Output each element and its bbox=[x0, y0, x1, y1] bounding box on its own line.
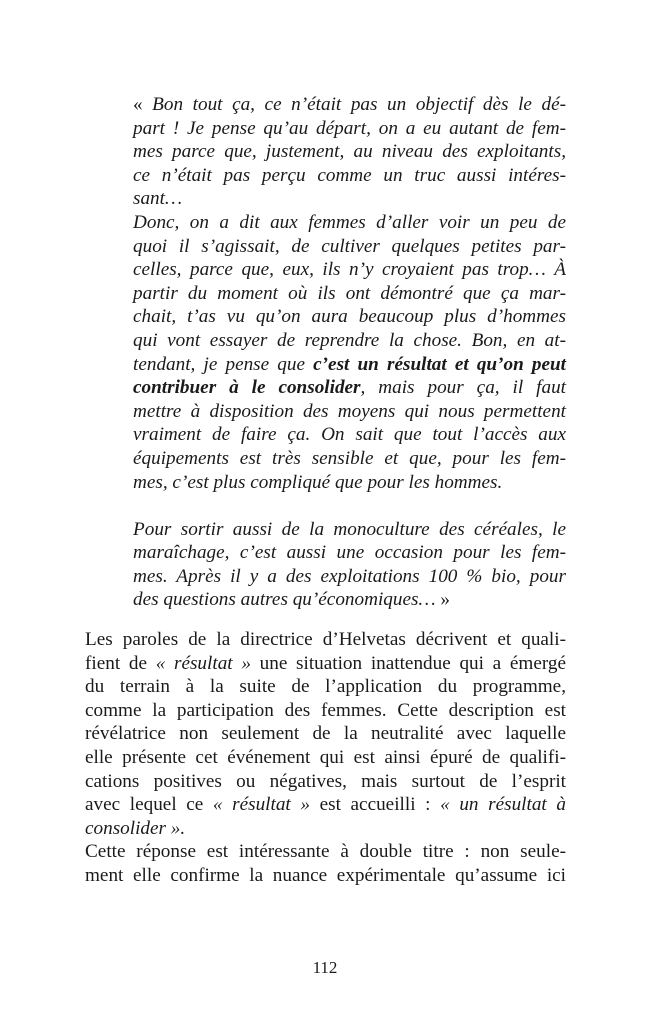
text-line bbox=[133, 93, 566, 117]
body-paragraph bbox=[85, 628, 566, 840]
text-line bbox=[133, 565, 566, 589]
text-segment: une situation inattendue qui a émergé bbox=[250, 652, 566, 674]
text-segment: Les paroles de la directrice d’Helvetas décrivent et quali- bbox=[85, 629, 566, 650]
text-line bbox=[85, 628, 566, 652]
quote-paragraph bbox=[133, 93, 566, 211]
italic-text: sant… bbox=[133, 188, 183, 210]
text-line bbox=[133, 376, 566, 400]
text-line bbox=[133, 541, 566, 565]
italic-text: qui vont essayer de reprendre la chose. Bon, en at- bbox=[133, 329, 566, 351]
bold-emphasis: c’est un résultat et qu’on peut bbox=[313, 353, 566, 375]
text-line bbox=[133, 588, 566, 612]
italic-text: Bon tout ça, ce n’était pas un objectif dès le dé- bbox=[152, 94, 567, 115]
text-segment: fient de bbox=[85, 652, 156, 674]
text-line bbox=[133, 117, 566, 141]
text-segment: elle présente cet événement qui est ainsi épuré de qualifi- bbox=[85, 746, 566, 768]
text-line bbox=[133, 329, 566, 353]
text-line bbox=[85, 770, 566, 794]
text-line bbox=[85, 840, 566, 864]
bold-emphasis: contribuer à le consolider bbox=[133, 377, 361, 399]
text-line bbox=[85, 722, 566, 746]
italic-text: mes. Après il y a des exploitations 100 % bio, pour bbox=[133, 565, 566, 587]
italic-text: consolider ». bbox=[85, 817, 186, 839]
text-segment: cations positives ou négatives, mais surtout de l’esprit bbox=[85, 770, 566, 792]
italic-text: ce n’était pas perçu comme un truc aussi intéres- bbox=[133, 164, 566, 186]
italic-text: équipements est très sensible et que, pour les fem- bbox=[133, 447, 566, 469]
text-line bbox=[85, 793, 566, 817]
italic-text: Donc, on a dit aux femmes d’aller voir un peu de bbox=[133, 211, 566, 233]
italic-text: celles, parce que, eux, ils n’y croyaient pas trop… À bbox=[133, 259, 566, 281]
italic-text: vraiment de faire ça. On sait que tout l’accès aux bbox=[133, 424, 566, 446]
text-line bbox=[85, 675, 566, 699]
italic-text: partir du moment où ils ont démontré que ça mar- bbox=[133, 282, 566, 304]
italic-text: « résultat » bbox=[212, 794, 310, 816]
text-segment: du terrain à la suite de l’application du programme, bbox=[85, 676, 566, 698]
interview-quote bbox=[133, 93, 566, 612]
body-paragraph bbox=[85, 840, 566, 887]
italic-text: des questions autres qu’économiques… bbox=[133, 589, 436, 611]
text-line bbox=[133, 235, 566, 259]
page-number: 112 bbox=[312, 958, 338, 977]
body-text bbox=[85, 628, 566, 888]
quote-paragraph bbox=[133, 211, 566, 494]
text-line bbox=[133, 353, 566, 377]
text-segment: comme la participation des femmes. Cette description est bbox=[85, 699, 566, 721]
text-line bbox=[133, 471, 566, 495]
italic-text: mes parce que, justement, au niveau des exploitants, bbox=[133, 141, 566, 163]
text-line bbox=[133, 305, 566, 329]
text-line bbox=[85, 817, 566, 841]
text-line bbox=[133, 164, 566, 188]
italic-text: mettre à disposition des moyens qui nous permettent bbox=[133, 400, 566, 422]
italic-text: tendant, je pense que bbox=[133, 353, 314, 375]
text-line bbox=[133, 258, 566, 282]
italic-text: mes, c’est plus compliqué que pour les hommes. bbox=[133, 471, 503, 493]
text-line bbox=[133, 518, 566, 542]
text-segment: avec lequel ce bbox=[85, 794, 213, 816]
text-segment: Cette réponse est intéressante à double titre : non seule- bbox=[85, 841, 566, 863]
text-segment: ment elle confirme la nuance expérimentale qu’assume ici bbox=[85, 864, 566, 886]
italic-text: quoi il s’agissait, de cultiver quelques petites par- bbox=[133, 235, 566, 257]
text-line bbox=[85, 652, 566, 676]
quote-paragraph bbox=[133, 518, 566, 612]
text-line bbox=[133, 187, 566, 211]
text-segment: « bbox=[133, 94, 153, 115]
text-line bbox=[85, 864, 566, 888]
text-line bbox=[133, 423, 566, 447]
text-segment: est accueilli : bbox=[309, 794, 441, 816]
text-line bbox=[85, 746, 566, 770]
italic-text: Pour sortir aussi de la monoculture des céréales, le bbox=[133, 518, 566, 540]
text-segment: révélatrice non seulement de la neutralité avec laquelle bbox=[85, 723, 566, 745]
text-line bbox=[133, 211, 566, 235]
italic-text: « un résultat à bbox=[440, 794, 566, 816]
italic-text: « résultat » bbox=[155, 652, 251, 674]
text-line bbox=[133, 447, 566, 471]
italic-text: chait, t’as vu qu’on aura beaucoup plus d’hommes bbox=[133, 306, 566, 328]
text-line bbox=[85, 699, 566, 723]
text-segment: » bbox=[435, 589, 450, 611]
paragraph-gap bbox=[133, 494, 566, 518]
italic-text: , mais pour ça, il faut bbox=[360, 377, 566, 399]
italic-text: maraîchage, c’est aussi une occasion pour les fem- bbox=[133, 542, 566, 564]
italic-text: part ! Je pense qu’au départ, on a eu autant de fem- bbox=[133, 117, 566, 139]
text-line bbox=[133, 282, 566, 306]
text-line bbox=[133, 400, 566, 424]
text-line bbox=[133, 140, 566, 164]
